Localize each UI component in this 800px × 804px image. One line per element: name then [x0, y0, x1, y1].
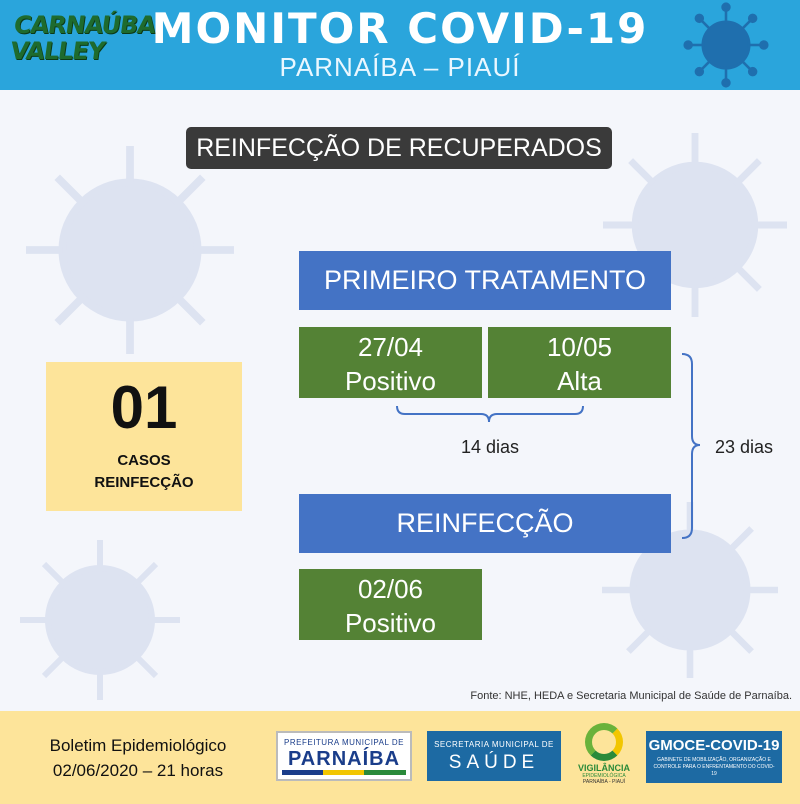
reinfection-positive-box: [299, 569, 482, 640]
first-positive-date: 27/04: [357, 332, 424, 362]
page-title: MONITOR COVID-19: [151, 4, 649, 53]
treatment-interval-label: 14 dias: [461, 437, 520, 457]
saude-logo: [427, 731, 561, 781]
vigilancia-logo: [574, 721, 634, 793]
header-banner: [0, 0, 800, 90]
brand-line-2: VALLEY: [8, 37, 107, 65]
bulletin-date: 02/06/2020 – 21 horas: [52, 761, 224, 780]
bulletin-info: [28, 733, 248, 783]
discharge-status: Alta: [557, 366, 602, 396]
prefeitura-logo-small-text: PREFEITURA MUNICIPAL DE: [284, 738, 404, 747]
bulletin-title: Boletim Epidemiológico: [49, 736, 227, 755]
reinfection-count-card: [46, 362, 242, 511]
interval-bracket: [395, 404, 585, 426]
vigilancia-ring-icon: [585, 723, 623, 761]
page-subtitle: PARNAÍBA – PIAUÍ: [279, 52, 521, 82]
prefeitura-logo-name: PARNAÍBA: [278, 748, 410, 771]
gmoce-logo: [646, 731, 782, 783]
discharge-box: [488, 327, 671, 398]
gmoce-logo-name: GMOCE-COVID-19: [648, 737, 780, 754]
reinfection-date: 02/06: [357, 574, 424, 604]
count-label-line-1: CASOS: [117, 452, 171, 469]
vigilancia-logo-sub: EPIDEMIOLÓGICA: [582, 773, 626, 779]
first-positive-status: Positivo: [344, 366, 437, 396]
brand-line-1: CARNAÚBA: [12, 11, 157, 39]
reinfection-header: REINFECÇÃO: [299, 494, 671, 553]
section-title: REINFECÇÃO DE RECUPERADOS: [186, 127, 612, 169]
count-label-line-2: REINFECÇÃO: [94, 474, 194, 491]
saude-logo-name: SAÚDE: [448, 752, 540, 773]
discharge-date: 10/05: [546, 332, 613, 362]
total-interval-label: 23 dias: [715, 437, 774, 457]
first-treatment-header: PRIMEIRO TRATAMENTO: [299, 251, 671, 310]
virus-icon: [682, 2, 770, 88]
vigilancia-logo-name: VIGILÂNCIA: [577, 763, 630, 773]
reinfection-status: Positivo: [344, 608, 437, 638]
gmoce-logo-subtitle: GABINETE DE MOBILIZAÇÃO, ORGANIZAÇÃO E CONTROLE PARA O ENFRENTAMENTO DO COVID-19: [653, 757, 775, 777]
saude-logo-small-text: SECRETARIA MUNICIPAL DE: [434, 740, 554, 749]
vigilancia-logo-city: PARNAÍBA - PIAUÍ: [582, 779, 626, 785]
footer-bar: [0, 711, 800, 804]
flag-stripe: [282, 770, 406, 775]
reinfection-count: 01: [110, 374, 178, 441]
prefeitura-logo: [276, 731, 412, 781]
first-positive-box: [299, 327, 482, 398]
total-interval-bracket: [680, 352, 704, 542]
source-note: Fonte: NHE, HEDA e Secretaria Municipal de Saúde de Parnaíba.: [470, 690, 792, 702]
background-virus-icon: [0, 520, 200, 720]
